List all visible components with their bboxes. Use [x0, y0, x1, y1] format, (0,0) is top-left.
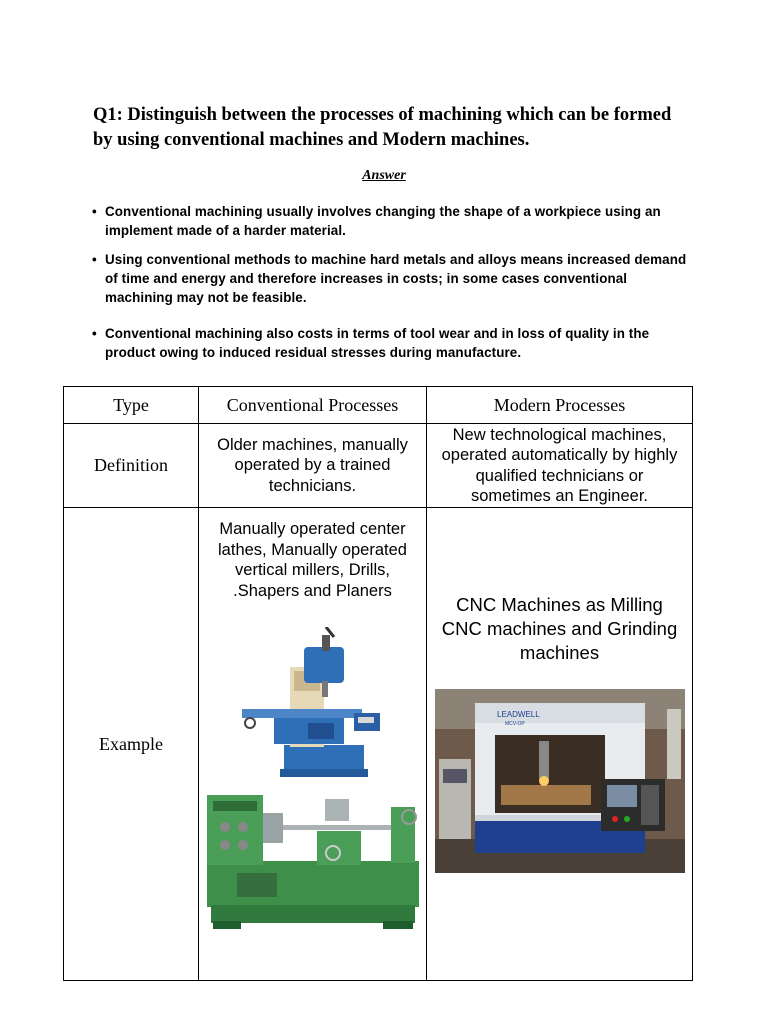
- list-item: [92, 202, 692, 240]
- cnc-keypad: [641, 785, 659, 825]
- example-conventional-cell: [199, 508, 427, 981]
- lathe-knob-1: [220, 822, 230, 832]
- example-modern-cell: [427, 508, 693, 981]
- answer-heading: Answer: [362, 168, 406, 183]
- cnc-model-label: MCV-OP: [504, 721, 525, 727]
- lathe-knob-4: [238, 840, 248, 850]
- comparison-table: [63, 386, 693, 981]
- cnc-stop-button: [612, 816, 618, 822]
- lathe-headstock-panel: [213, 801, 257, 811]
- milling-machine-image: [238, 627, 388, 779]
- list-item: [92, 250, 692, 307]
- cnc-machine-image: [435, 689, 685, 873]
- milling-handwheel: [245, 718, 255, 728]
- milling-table: [242, 709, 362, 718]
- lathe-image: [207, 793, 419, 931]
- bullet-symbol: •: [92, 326, 97, 341]
- definition-modern-cell: [427, 424, 693, 508]
- cnc-right-column: [667, 709, 681, 779]
- bullet-text: Conventional machining usually involves changing the shape of a workpiece using an implement made of a harder material.: [105, 204, 661, 238]
- lathe-knob-2: [238, 822, 248, 832]
- cnc-side-monitor: [443, 769, 467, 783]
- cnc-screen: [607, 785, 637, 807]
- definition-modern-text: New technological machines, operated automatically by highly qualified technicians or sometimes an Engineer.: [441, 425, 678, 505]
- cnc-tool-light: [539, 776, 549, 786]
- row-label-example: Example: [64, 508, 199, 981]
- table-row: [64, 508, 693, 981]
- milling-spindle: [322, 681, 328, 697]
- bullet-text: Conventional machining also costs in terms of tool wear and in loss of quality in the product owing to induced residual stresses during manufacture.: [105, 326, 650, 360]
- cnc-spindle: [539, 741, 549, 781]
- milling-head: [304, 647, 344, 683]
- cnc-start-button: [624, 816, 630, 822]
- table-row: [64, 424, 693, 508]
- bullet-symbol: •: [92, 252, 97, 267]
- lathe-toolpost: [325, 799, 349, 821]
- milling-base: [284, 745, 364, 773]
- bullet-list: [92, 202, 692, 362]
- definition-conventional-cell: [199, 424, 427, 508]
- milling-control-display: [358, 717, 374, 723]
- lathe-foot-left: [213, 921, 241, 929]
- lathe-stand: [211, 905, 415, 923]
- row-label-definition: Definition: [64, 424, 199, 508]
- cnc-worktable: [501, 785, 591, 805]
- definition-conventional-text: Older machines, manually operated by a trained technicians.: [217, 435, 408, 495]
- example-conventional-text: Manually operated center lathes, Manually operated vertical millers, Drills, .Shapers and Planers: [218, 520, 407, 600]
- bullet-symbol: •: [92, 204, 97, 219]
- lathe-foot-right: [383, 921, 413, 929]
- list-item: [92, 324, 692, 362]
- header-conventional: Conventional Processes: [199, 387, 427, 424]
- milling-motor: [322, 635, 330, 651]
- example-modern-text: CNC Machines as Milling CNC machines and Grinding machines: [441, 594, 678, 663]
- lathe-workpiece: [283, 825, 391, 830]
- lathe-knob-3: [220, 840, 230, 850]
- milling-base-foot: [280, 769, 368, 777]
- question-text: Q1: Distinguish between the processes of machining which can be formed by using conventional machines and Modern machines.: [93, 105, 672, 150]
- header-modern: Modern Processes: [427, 387, 693, 424]
- lathe-chuck: [263, 813, 283, 843]
- table-header-row: [64, 387, 693, 424]
- lathe-bed-panel: [237, 873, 277, 897]
- header-type: Type: [64, 387, 199, 424]
- cnc-brand-label: LEADWELL: [496, 710, 540, 719]
- milling-knee-panel: [308, 723, 334, 739]
- bullet-text: Using conventional methods to machine hard metals and alloys means increased demand of time and energy and therefore increases in costs; in some cases conventional machining may not be feasible.: [105, 252, 687, 305]
